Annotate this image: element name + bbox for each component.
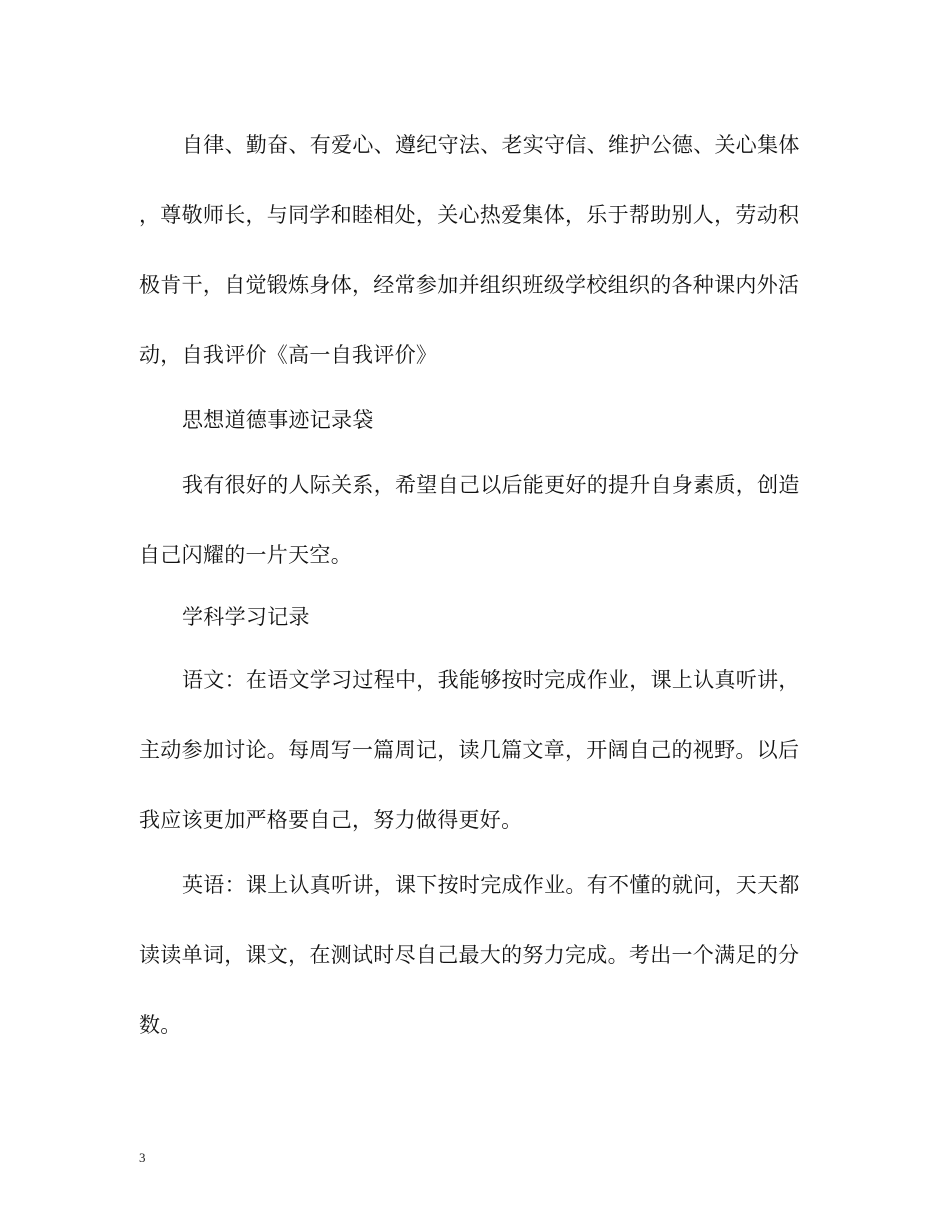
- paragraph-line: 我应该更加严格要自己，努力做得更好。: [139, 808, 523, 832]
- section-heading: 思想道德事迹记录袋: [182, 408, 374, 432]
- paragraph-line: 自己闪耀的一片天空。: [139, 543, 352, 567]
- paragraph-line: 主动参加讨论。每周写一篇周记，读几篇文章，开阔自己的视野。以后: [139, 738, 800, 762]
- paragraph-line: 我有很好的人际关系，希望自己以后能更好的提升自身素质，创造: [182, 473, 800, 497]
- section-heading: 学科学习记录: [182, 605, 310, 629]
- paragraph-line: 读读单词，课文，在测试时尽自己最大的努力完成。考出一个满足的分: [139, 943, 800, 967]
- paragraph-line: ，尊敬师长，与同学和睦相处，关心热爱集体，乐于帮助别人，劳动积: [139, 203, 800, 227]
- paragraph-line: 动，自我评价《高一自我评价》: [139, 343, 438, 367]
- paragraph-line: 极肯干，自觉锻炼身体，经常参加并组织班级学校组织的各种课内外活: [139, 273, 800, 297]
- paragraph-line: 英语：课上认真听讲，课下按时完成作业。有不懂的就问，天天都: [182, 873, 800, 897]
- paragraph-line: 数。: [139, 1013, 182, 1037]
- paragraph-line: 语文：在语文学习过程中，我能够按时完成作业，课上认真听讲，: [182, 668, 800, 692]
- paragraph-line: 自律、勤奋、有爱心、遵纪守法、老实守信、维护公德、关心集体: [182, 133, 800, 157]
- page-number: 3: [139, 1150, 146, 1165]
